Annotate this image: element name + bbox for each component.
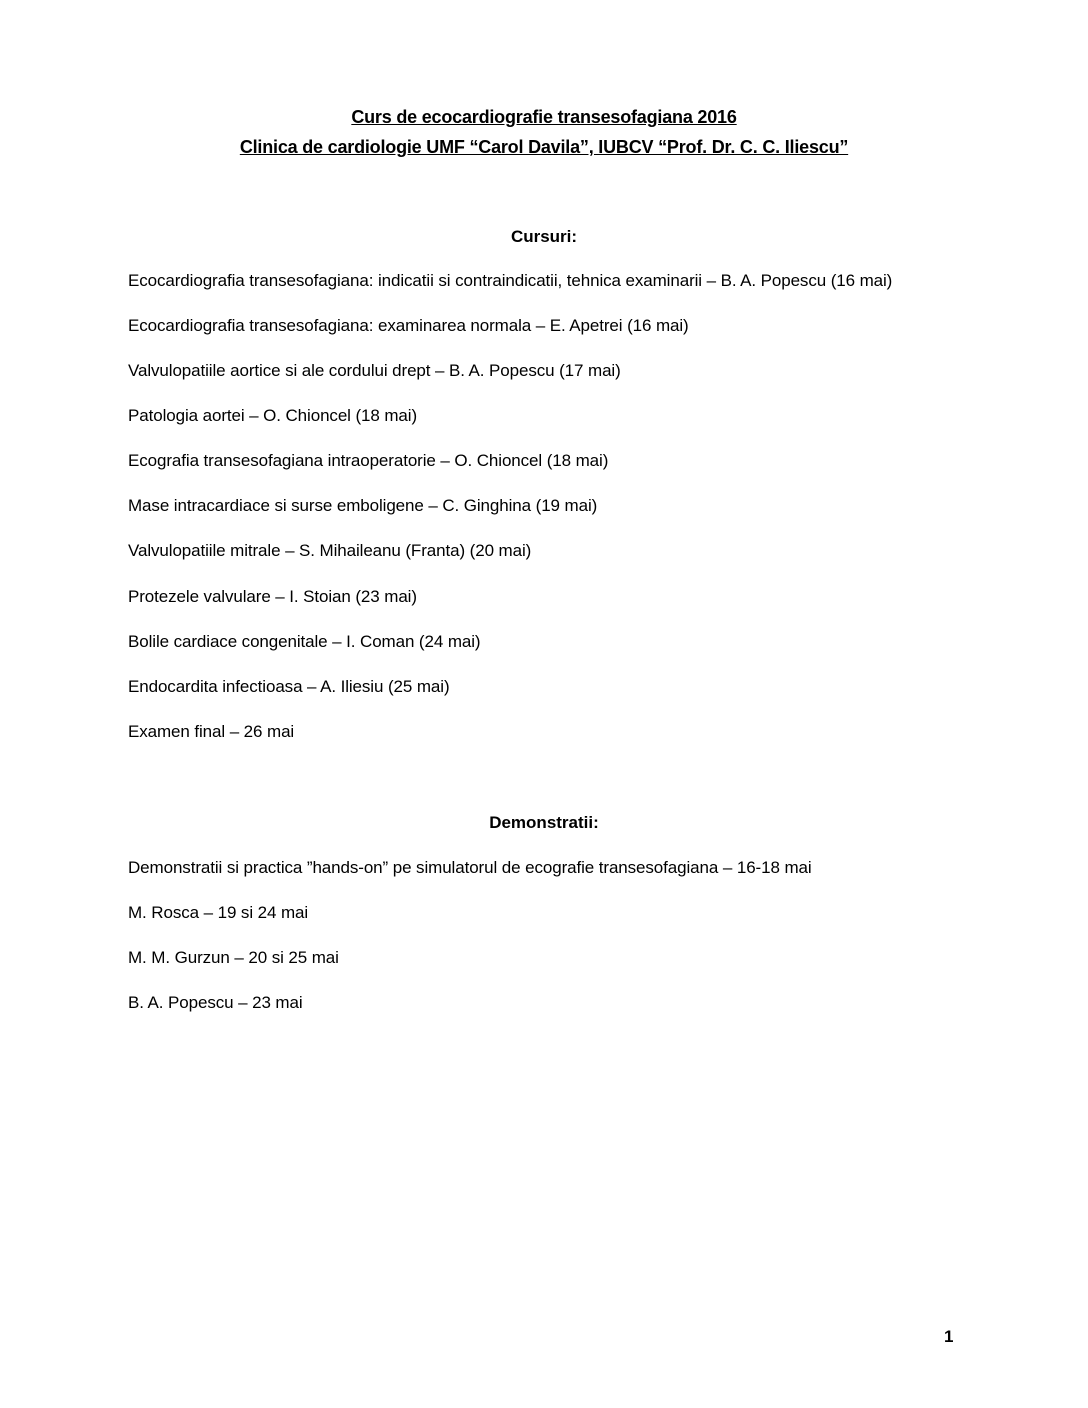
course-item: Ecografia transesofagiana intraoperatorie – O. Chioncel (18 mai) bbox=[128, 451, 609, 470]
document-title: Curs de ecocardiografie transesofagiana 2016 bbox=[351, 107, 737, 127]
course-item: Ecocardiografia transesofagiana: indicatii si contraindicatii, tehnica examinarii – B. A. Popescu (16 mai) bbox=[128, 271, 893, 290]
demonstration-item: B. A. Popescu – 23 mai bbox=[128, 993, 303, 1012]
course-item: Valvulopatiile aortice si ale cordului drept – B. A. Popescu (17 mai) bbox=[128, 361, 621, 380]
course-item: Valvulopatiile mitrale – S. Mihaileanu (Franta) (20 mai) bbox=[128, 541, 532, 560]
section-heading-cursuri: Cursuri: bbox=[510, 227, 578, 246]
page-number: 1 bbox=[944, 1327, 954, 1346]
demonstration-item: M. Rosca – 19 si 24 mai bbox=[128, 903, 309, 922]
course-item: Examen final – 26 mai bbox=[128, 722, 295, 741]
course-item: Mase intracardiace si surse emboligene – C. Ginghina (19 mai) bbox=[128, 496, 598, 515]
course-item: Patologia aortei – O. Chioncel (18 mai) bbox=[128, 406, 418, 425]
course-item: Bolile cardiace congenitale – I. Coman (24 mai) bbox=[128, 632, 481, 651]
section-heading-demonstratii: Demonstratii: bbox=[489, 813, 599, 832]
course-item: Ecocardiografia transesofagiana: examinarea normala – E. Apetrei (16 mai) bbox=[128, 316, 689, 335]
course-item: Protezele valvulare – I. Stoian (23 mai) bbox=[128, 587, 417, 606]
demonstration-item: M. M. Gurzun – 20 si 25 mai bbox=[128, 948, 339, 967]
document-subtitle: Clinica de cardiologie UMF “Carol Davila”, IUBCV “Prof. Dr. C. C. Iliescu” bbox=[239, 137, 849, 157]
demonstration-item: Demonstratii si practica ”hands-on” pe simulatorul de ecografie transesofagiana – 16-18 mai bbox=[128, 858, 812, 877]
course-item: Endocardita infectioasa – A. Iliesiu (25 mai) bbox=[128, 677, 450, 696]
